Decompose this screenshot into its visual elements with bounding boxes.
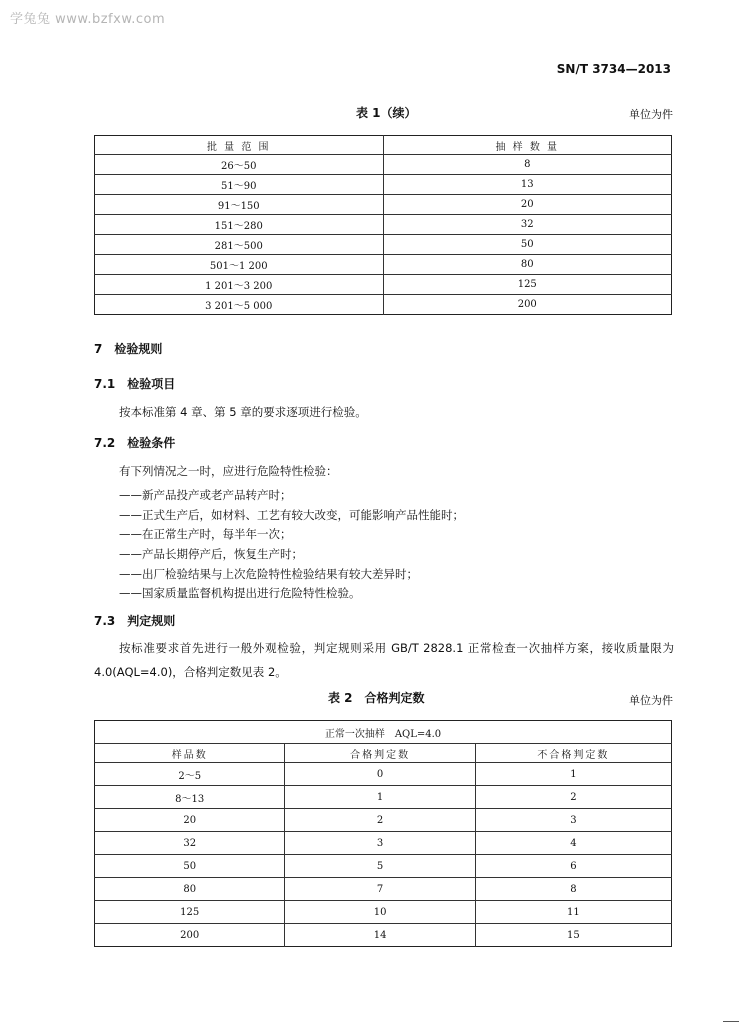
section-7-2-intro: 有下列情况之一时，应进行危险特性检验： <box>119 464 338 478</box>
table-cell: 10 <box>285 901 475 924</box>
table-row <box>95 295 672 315</box>
table-cell: 13 <box>383 175 672 195</box>
table-cell: 6 <box>475 855 671 878</box>
table-cell: 2 <box>285 809 475 832</box>
table-row <box>95 924 672 947</box>
table-cell: 8～13 <box>95 786 285 809</box>
table-row <box>95 832 672 855</box>
table2 <box>94 720 672 947</box>
table-cell: 501～1 200 <box>95 255 384 275</box>
table-cell: 2 <box>475 786 671 809</box>
list-item: ——产品长期停产后，恢复生产时； <box>119 547 303 562</box>
table-cell: 0 <box>285 763 475 786</box>
table-row <box>95 235 672 255</box>
table-cell: 3 <box>475 809 671 832</box>
table-cell: 1 <box>475 763 671 786</box>
table-cell: 1 201～3 200 <box>95 275 384 295</box>
table-cell: 125 <box>95 901 285 924</box>
table-cell: 200 <box>95 924 285 947</box>
table-cell: 8 <box>475 878 671 901</box>
section-7-title: 7 检验规则 <box>94 342 163 356</box>
table2-header-accept-number: 合格判定数 <box>285 744 475 763</box>
list-item: ——正式生产后，如材料、工艺有较大改变，可能影响产品性能时； <box>119 507 464 522</box>
table-cell: 14 <box>285 924 475 947</box>
table-row <box>95 878 672 901</box>
table2-caption: 表 2 合格判定数 <box>328 691 425 705</box>
table2-header-reject-number: 不合格判定数 <box>475 744 671 763</box>
table-cell: 50 <box>383 235 672 255</box>
watermark: 学兔兔 www.bzfxw.com <box>10 12 166 27</box>
table-cell: 50 <box>95 855 285 878</box>
table-cell: 8 <box>383 155 672 175</box>
table-row <box>95 215 672 235</box>
table-cell: 281～500 <box>95 235 384 255</box>
section-7-3-title: 7.3 判定规则 <box>94 614 176 628</box>
table2-unit: 单位为件 <box>629 694 673 707</box>
table-cell: 151～280 <box>95 215 384 235</box>
table-cell: 2～5 <box>95 763 285 786</box>
table-row <box>95 901 672 924</box>
table2-header-row <box>95 744 672 763</box>
table-cell: 26～50 <box>95 155 384 175</box>
section-7-2-list <box>119 486 464 604</box>
table-cell: 200 <box>383 295 672 315</box>
list-item: ——出厂检验结果与上次危险特性检验结果有较大差异时； <box>119 566 418 581</box>
table-cell: 125 <box>383 275 672 295</box>
table-cell: 32 <box>383 215 672 235</box>
table1-header-sample-size: 抽 样 数 量 <box>495 141 560 153</box>
list-item: ——国家质量监督机构提出进行危险特性检验。 <box>119 586 361 601</box>
table-cell: 20 <box>383 195 672 215</box>
table2-span-header-row <box>95 721 672 744</box>
table1-header-batch-range: 批 量 范 围 <box>95 136 384 155</box>
table1-unit: 单位为件 <box>629 108 673 121</box>
table-cell: 1 <box>285 786 475 809</box>
table-cell: 80 <box>95 878 285 901</box>
table-cell: 91～150 <box>95 195 384 215</box>
table1-caption: 表 1（续） <box>356 106 417 120</box>
table-cell: 3 201～5 000 <box>95 295 384 315</box>
table-row <box>95 255 672 275</box>
table-row <box>95 809 672 832</box>
table-row <box>95 195 672 215</box>
table-row <box>95 786 672 809</box>
page-corner-mark <box>723 1021 739 1022</box>
table-cell: 4 <box>475 832 671 855</box>
table-row <box>95 763 672 786</box>
table-cell: 3 <box>285 832 475 855</box>
standard-number: SN/T 3734—2013 <box>556 62 671 76</box>
table1 <box>94 135 672 315</box>
table-row <box>95 275 672 295</box>
table-cell: 20 <box>95 809 285 832</box>
table-cell: 51～90 <box>95 175 384 195</box>
table-cell: 80 <box>383 255 672 275</box>
table-cell: 32 <box>95 832 285 855</box>
section-7-2-title: 7.2 检验条件 <box>94 436 176 450</box>
section-7-1-title: 7.1 检验项目 <box>94 377 176 391</box>
table-cell: 7 <box>285 878 475 901</box>
table-row <box>95 175 672 195</box>
section-7-3-text: 按标准要求首先进行一般外观检验，判定规则采用 GB/T 2828.1 正常检查一次抽样方案，接收质量限为 4.0(AQL=4.0)，合格判定数见表 2。 <box>94 641 674 679</box>
table1-header-row <box>95 136 672 155</box>
table-cell: 5 <box>285 855 475 878</box>
table-row <box>95 155 672 175</box>
table-cell: 11 <box>475 901 671 924</box>
section-7-1-text: 按本标准第 4 章、第 5 章的要求逐项进行检验。 <box>119 405 367 419</box>
table-cell: 15 <box>475 924 671 947</box>
list-item: ——在正常生产时，每半年一次； <box>119 527 292 542</box>
table2-header-sample-count: 样品数 <box>95 744 285 763</box>
list-item: ——新产品投产或老产品转产时； <box>119 488 292 502</box>
table2-span-header: 正常一次抽样 AQL=4.0 <box>324 728 442 740</box>
table-row <box>95 855 672 878</box>
